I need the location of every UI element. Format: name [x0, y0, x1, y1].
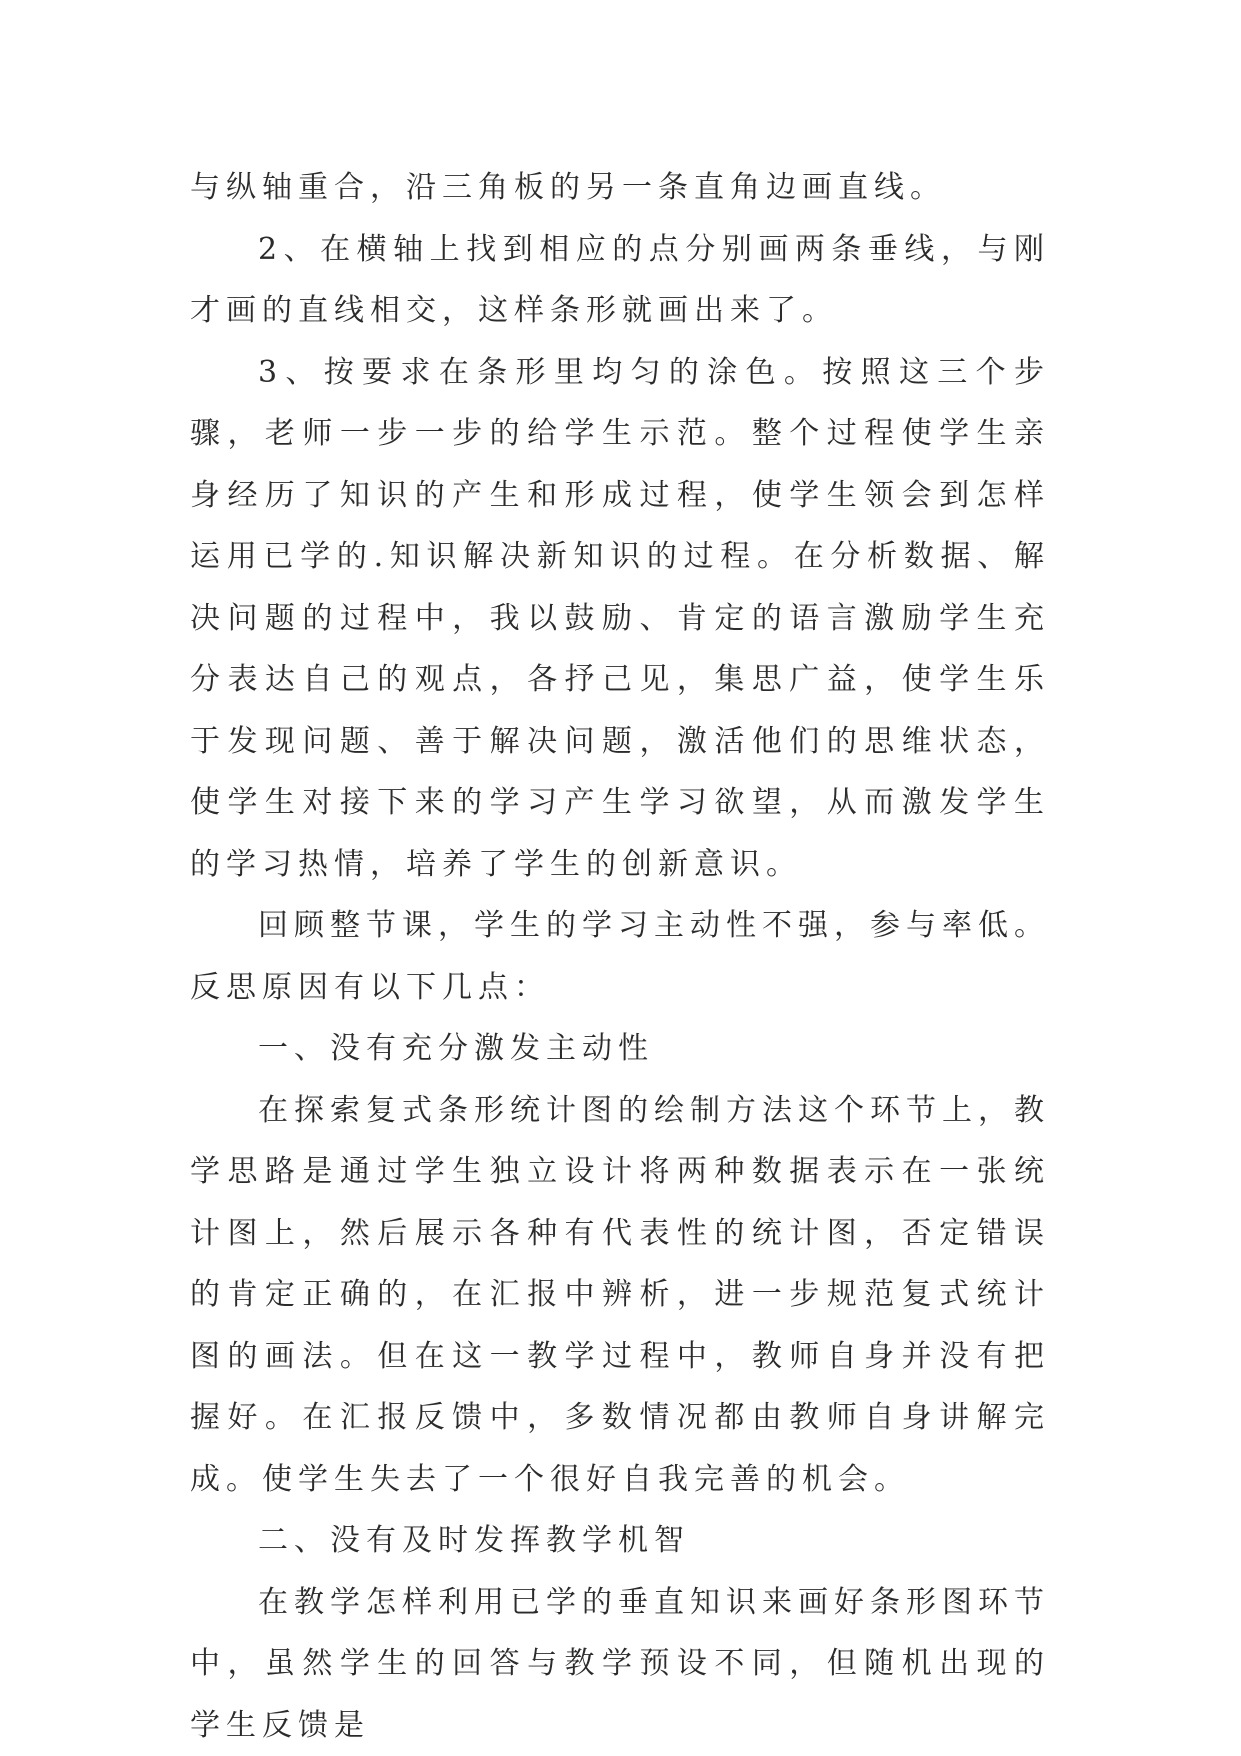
document-body	[190, 157, 1050, 1756]
section-heading-2: 二、没有及时发挥教学机智	[190, 1510, 1050, 1572]
paragraph-6: 在教学怎样利用已学的垂直知识来画好条形图环节中，虽然学生的回答与教学预设不同，但随机出现的学生反馈是	[190, 1572, 1050, 1756]
paragraph-3: 3、按要求在条形里均匀的涂色。按照这三个步骤，老师一步一步的给学生示范。整个过程使学生亲身经历了知识的产生和形成过程，使学生领会到怎样运用已学的.知识解决新知识的过程。在分析数据、解决问题的过程中，我以鼓励、肯定的语言激励学生充分表达自己的观点，各抒己见，集思广益，使学生乐于发现问题、善于解决问题，激活他们的思维状态，使学生对接下来的学习产生学习欲望，从而激发学生的学习热情，培养了学生的创新意识。	[190, 342, 1050, 896]
paragraph-4: 回顾整节课，学生的学习主动性不强，参与率低。反思原因有以下几点：	[190, 895, 1050, 1018]
section-heading-1: 一、没有充分激发主动性	[190, 1018, 1050, 1080]
paragraph-5: 在探索复式条形统计图的绘制方法这个环节上，教学思路是通过学生独立设计将两种数据表示在一张统计图上，然后展示各种有代表性的统计图，否定错误的肯定正确的，在汇报中辨析，进一步规范复式统计图的画法。但在这一教学过程中，教师自身并没有把握好。在汇报反馈中，多数情况都由教师自身讲解完成。使学生失去了一个很好自我完善的机会。	[190, 1080, 1050, 1511]
paragraph-1: 与纵轴重合，沿三角板的另一条直角边画直线。	[190, 157, 1050, 219]
paragraph-2: 2、在横轴上找到相应的点分别画两条垂线，与刚才画的直线相交，这样条形就画出来了。	[190, 219, 1050, 342]
